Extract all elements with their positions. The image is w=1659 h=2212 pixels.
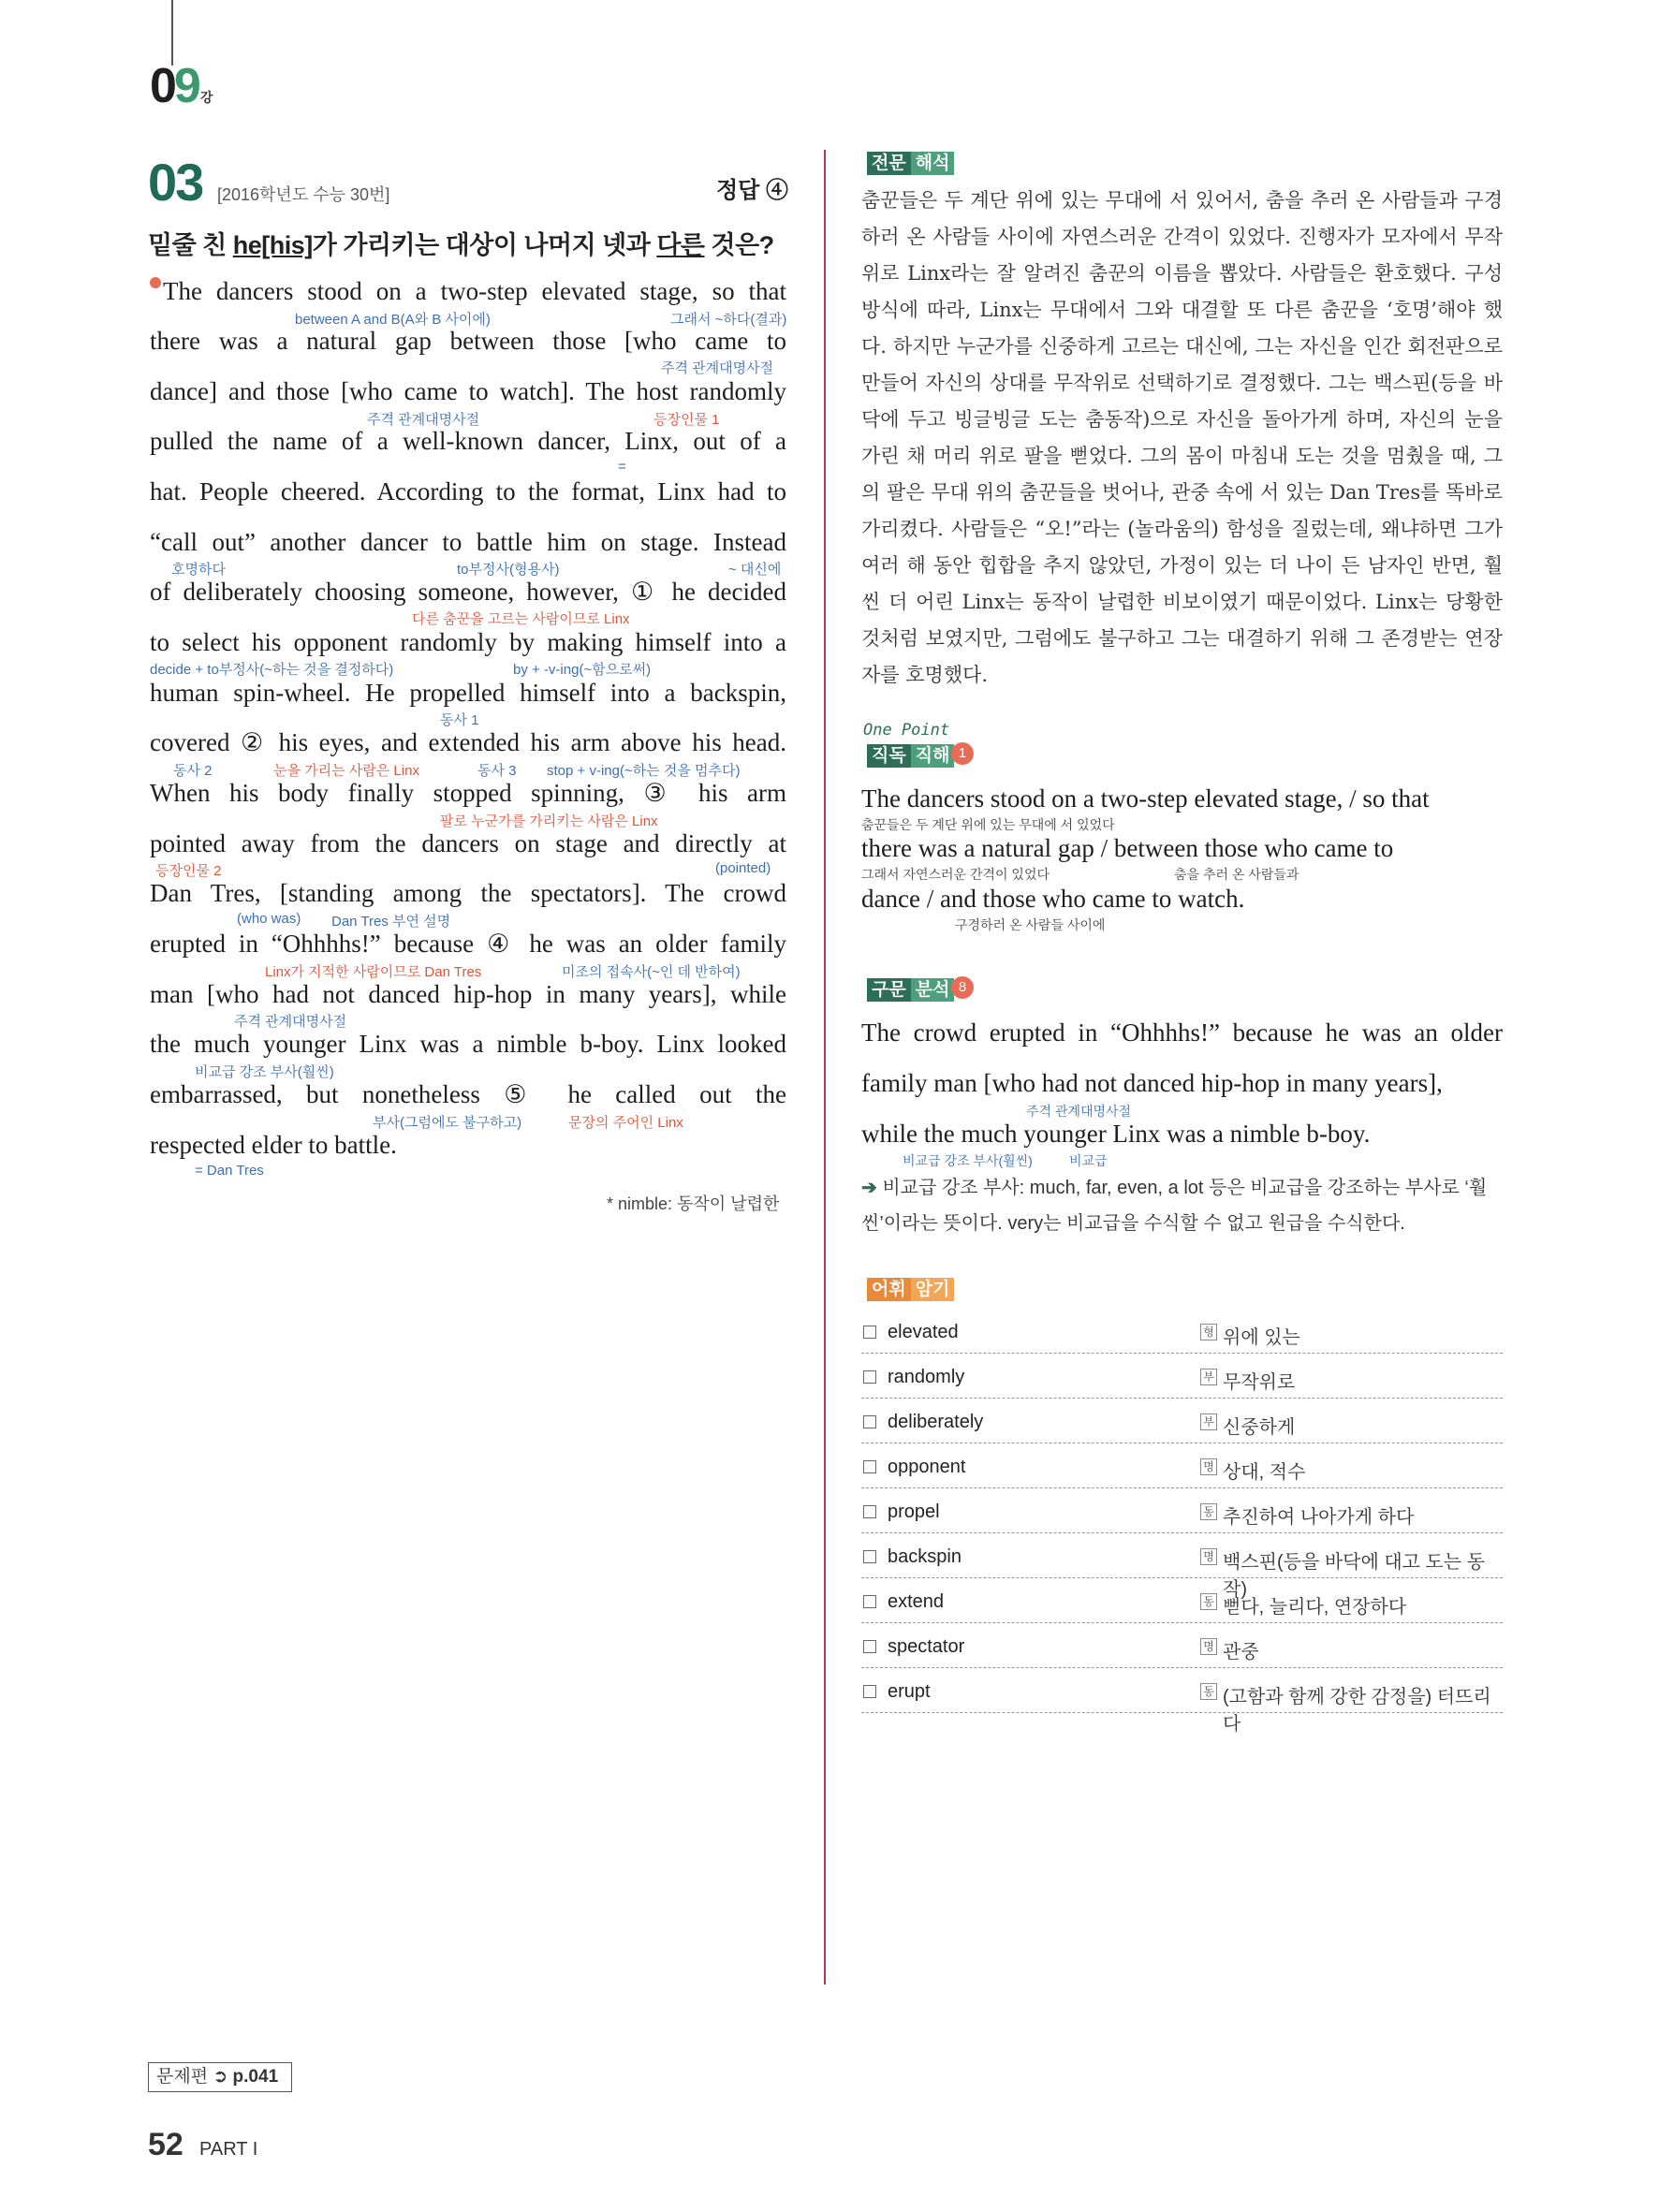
direct-line: there was a natural gap / between those who came to <box>861 834 1394 862</box>
problem-page-reference[interactable]: 문제편 ➲ p.041 <box>148 2062 292 2092</box>
annotation: 동사 2 <box>173 763 213 779</box>
checkbox[interactable] <box>863 1326 876 1339</box>
syntax-tag: 구문 분석 <box>861 974 960 1003</box>
checkbox[interactable] <box>863 1595 876 1608</box>
translation-text: 춤꾼들은 두 계단 위에 있는 무대에 서 있어서, 춤을 추러 온 사람들과 구경하러 온 사람들 사이에 자연스러운 간격이 있었다. 진행자가 모자에서 무작위로 Linx라는 잘 알려진 춤꾼의 이름을 뽑았다. 사람들은 환호했다. 구성 방식에 따라, Linx는 무대에서 그와 대결할 또 다른 춤꾼을 ‘호명’해야 했다. 하지만 누군가를 신중하게 고르는 대신에, 그는 자신을 인간 회전판으로 만들어 자신의 상대를 무작위로 선택하기로 결정했다. 그는 백스핀(등을 바닥에 두고 빙글빙글 도는 춤동작)으로 자신을 돌아가게 하며, 자신의 눈을 가린 채 머리 위로 팔을 뻗었다. 그의 몸이 마침내 도는 것을 멈췄을 때, 그의 팔은 무대 위의 춤꾼들을 벗어나, 관중 속에 서 있는 Dan Tres를 똑바로 가리켰다. 사람들은 “오!”라는 (놀라움의) 함성을 질렀는데, 왜냐하면 그가 여러 해 동안 힙합을 추지 않았던, 가정이 있는 더 나이 든 남자인 반면, 훨씬 더 어린 Linx는 동작이 날렵한 비보이였기 때문이었다. Linx는 당황한 것처럼 보였지만, 그럼에도 불구하고 그는 대결하기 위해 그 존경받는 연장자를 호명했다. <box>861 189 1503 686</box>
vocab-row: elevated 형 위에 있는 <box>861 1309 1503 1354</box>
annotation: 등장인물 2 <box>155 863 222 879</box>
sentence-marker-icon <box>150 277 161 288</box>
grammar-tip: ➔ 비교급 강조 부사: much, far, even, a lot 등은 비교급을 강조하는 부사로 ‘훨씬’이라는 뜻이다. very는 비교급을 수식할 수 없고 원급을 수식한다. <box>861 1178 1488 1234</box>
gloss: 주격 관계대명사절 <box>1026 1104 1132 1119</box>
passage-line: pointed away from the dancers on stage and directly at <box>150 829 786 857</box>
translation-tag: 전문 해석 <box>861 147 960 176</box>
passage-line: human spin-wheel. He propelled himself into a backspin, <box>150 679 786 707</box>
annotation: (pointed) <box>715 860 771 876</box>
direct-line: The dancers stood on a two-step elevated stage, / so that <box>861 784 1430 813</box>
passage-line: The dancers stood on a two-step elevated stage, so that <box>150 277 786 305</box>
gloss: 구경하러 온 사람들 사이에 <box>955 917 1106 932</box>
passage-line: dance] and those [who came to watch]. The host randomly <box>150 377 786 405</box>
annotation: 비교급 강조 부사(훨씬) <box>195 1064 334 1080</box>
annotation: 미조의 접속사(~인 데 반하여) <box>562 964 741 980</box>
checkbox[interactable] <box>863 1550 876 1563</box>
passage-line: respected elder to battle. <box>150 1131 397 1159</box>
vocab-row: backspin 명 백스핀(등을 바닥에 대고 도는 동작) <box>861 1533 1503 1578</box>
gloss: 그래서 자연스러운 간격이 있었다 <box>861 867 1050 882</box>
annotation: 눈을 가리는 사람은 Linx <box>273 763 419 779</box>
column-divider <box>824 150 826 1985</box>
lesson-number: 09 강 <box>150 59 213 113</box>
passage-line: embarrassed, but nonetheless ⑤ he called out the <box>150 1080 786 1108</box>
gloss: 비교급 강조 부사(훨씬) <box>903 1153 1033 1168</box>
checkbox[interactable] <box>863 1460 876 1473</box>
vocab-row: erupt 동 (고함과 함께 강한 감정을) 터뜨리다 <box>861 1668 1503 1713</box>
vocab-row: deliberately 부 신중하게 <box>861 1399 1503 1443</box>
passage-line: “call out” another dancer to battle him on stage. Instead <box>150 528 786 556</box>
gloss: 춤을 추러 온 사람들과 <box>1174 867 1299 882</box>
annotation: 주격 관계대명사절 <box>661 360 774 376</box>
annotation: stop + v-ing(~하는 것을 멈추다) <box>547 763 741 779</box>
annotation: = <box>618 459 626 475</box>
gloss: 춤꾼들은 두 계단 위에 있는 무대에 서 있었다 <box>861 817 1115 832</box>
annotation: 팔로 누군가를 가리키는 사람은 Linx <box>440 813 658 829</box>
vocab-row: opponent 명 상대, 적수 <box>861 1443 1503 1488</box>
checkbox[interactable] <box>863 1505 876 1518</box>
annotation: 등장인물 1 <box>653 412 720 428</box>
annotation: Linx가 지적한 사람이므로 Dan Tres <box>265 964 482 980</box>
annotation: 부사(그럼에도 불구하고) <box>373 1115 522 1131</box>
gloss: 비교급 <box>1069 1153 1108 1168</box>
sentence-number-badge: 1 <box>951 742 974 765</box>
annotation: ~ 대신에 <box>728 562 782 578</box>
passage-line: pulled the name of a well-known dancer, Linx, out of a <box>150 427 786 455</box>
one-point-label: One Point <box>863 721 950 740</box>
vocab-tag: 어휘 암기 <box>861 1273 960 1302</box>
arrow-right-icon: ➔ <box>861 1178 877 1198</box>
question-source: [2016학년도 수능 30번] <box>217 185 390 204</box>
passage-line: Dan Tres, [standing among the spectators]. The crowd <box>150 879 786 907</box>
checkbox[interactable] <box>863 1640 876 1653</box>
arrow-right-icon: ➲ <box>213 2067 228 2087</box>
passage-line: hat. People cheered. According to the format, Linx had to <box>150 477 786 505</box>
annotation: decide + to부정사(~하는 것을 결정하다) <box>150 662 394 678</box>
vocab-row: propel 동 추진하여 나아가게 하다 <box>861 1488 1503 1533</box>
annotation: 호명하다 <box>171 562 226 578</box>
annotation: (who was) <box>237 911 301 927</box>
vocab-row: randomly 부 무작위로 <box>861 1354 1503 1399</box>
top-rule <box>171 0 173 66</box>
vocab-row: extend 동 뻗다, 늘리다, 연장하다 <box>861 1578 1503 1623</box>
passage-line: there was a natural gap between those [who came to <box>150 327 786 355</box>
vocab-row: spectator 명 관중 <box>861 1623 1503 1668</box>
annotation: 문장의 주어인 Linx <box>568 1115 683 1131</box>
syntax-line: The crowd erupted in “Ohhhhs!” because he was an older <box>861 1018 1503 1047</box>
passage-line: the much younger Linx was a nimble b-boy. Linx looked <box>150 1030 786 1058</box>
annotation: 동사 3 <box>477 763 517 779</box>
page-number: 52 <box>148 2127 184 2162</box>
checkbox[interactable] <box>863 1685 876 1698</box>
footnote: * nimble: 동작이 날렵한 <box>607 1194 780 1213</box>
passage-line: of deliberately choosing someone, however, ① he decided <box>150 578 786 606</box>
passage-line: man [who had not danced hip-hop in many years], while <box>150 980 786 1008</box>
annotation: 동사 1 <box>440 712 479 728</box>
passage-line: erupted in “Ohhhhs!” because ④ he was an older family <box>150 930 786 958</box>
vocab-list <box>861 1309 1503 1735</box>
sentence-number-badge: 8 <box>951 976 974 999</box>
passage-line: When his body finally stopped spinning, ③ his arm <box>150 779 786 807</box>
annotation: 다른 춤꾼을 고르는 사람이므로 Linx <box>412 611 630 627</box>
annotation: = Dan Tres <box>195 1163 264 1179</box>
annotation: between A and B(A와 B 사이에) <box>295 312 491 328</box>
checkbox[interactable] <box>863 1370 876 1384</box>
annotation: 주격 관계대명사절 <box>367 412 480 428</box>
checkbox[interactable] <box>863 1415 876 1428</box>
annotation: 그래서 ~하다(결과) <box>670 312 787 328</box>
answer-label: 정답 ④ <box>716 178 789 203</box>
passage-line: covered ② his eyes, and extended his arm above his head. <box>150 728 786 756</box>
annotation: 주격 관계대명사절 <box>234 1014 347 1030</box>
annotation: Dan Tres 부연 설명 <box>331 914 451 930</box>
question-prompt: 밑줄 친 he[his]가 가리키는 대상이 나머지 넷과 다른 것은? <box>148 231 774 259</box>
direct-line: dance / and those who came to watch. <box>861 885 1245 913</box>
syntax-line: family man [who had not danced hip-hop in many years], <box>861 1069 1443 1097</box>
passage-line: to select his opponent randomly by making himself into a <box>150 628 786 656</box>
annotation: by + -v-ing(~함으로써) <box>513 662 652 678</box>
annotation: to부정사(형용사) <box>457 562 560 578</box>
part-label: PART I <box>199 2139 258 2160</box>
syntax-line: while the much younger Linx was a nimble b-boy. <box>861 1120 1371 1148</box>
question-number: 03 <box>148 153 203 212</box>
direct-reading-tag: 직독 직해 <box>861 740 960 769</box>
